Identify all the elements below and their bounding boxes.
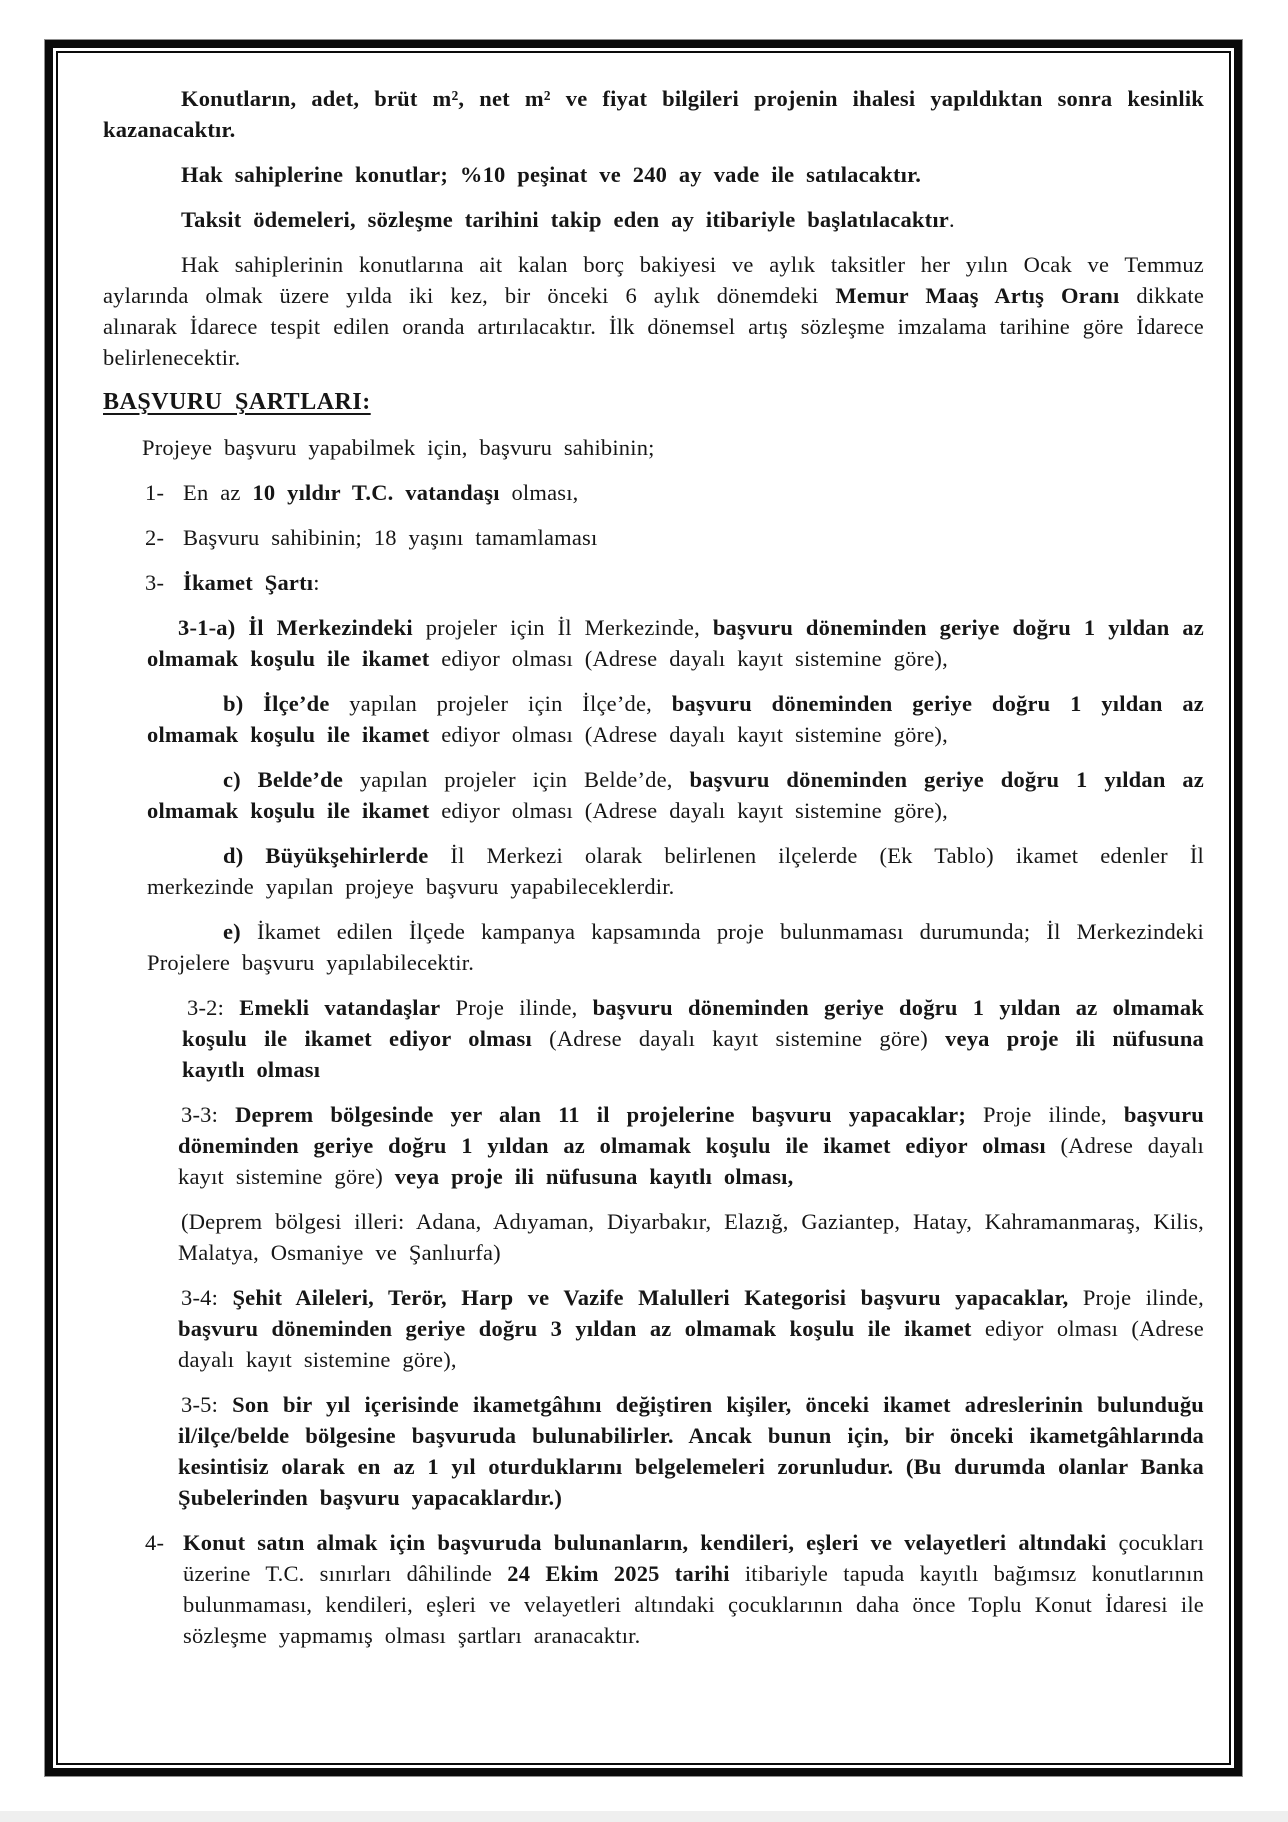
page-border-inner-line — [56, 51, 1231, 1765]
text-run: b) İlçe’de — [223, 691, 330, 716]
text-run: başvuru döneminden geriye doğru 1 yıldan az olmamak koşulu ile ikamet — [147, 691, 1204, 747]
list-item-residence — [103, 567, 1204, 598]
document-content — [58, 53, 1229, 1763]
paragraph-applicant-intro — [103, 432, 1204, 463]
paragraph-residence-metropolitan — [147, 840, 1204, 902]
text-run: 3-3: — [181, 1102, 236, 1127]
paragraph-residence-city-center — [147, 612, 1204, 674]
text-run: ediyor olması (Adrese dayalı kayıt sistemine göre), — [429, 798, 948, 823]
text-run: Konutların, adet, brüt m², net m² ve fiyat bilgileri projenin ihalesi yapıldıktan sonra kesinlik kazanacaktır. — [103, 86, 1204, 142]
text-run: (Adrese dayalı kayıt sistemine göre) — [178, 1133, 1204, 1189]
text-run: Memur Maaş Artış Oranı — [835, 283, 1120, 308]
text-run: İl Merkezi olarak belirlenen ilçelerde (Ek Tablo) ikamet edenler İl merkezinde yapılan projeye başvuru yapabileceklerdir. — [147, 843, 1204, 899]
list-item-citizenship — [103, 477, 1204, 508]
paragraph-martyr-families-category — [178, 1282, 1204, 1375]
text-run: İkamet Şartı — [183, 570, 314, 595]
text-run: 10 yıldır T.C. vatandaşı — [252, 480, 500, 505]
text-run: projeler için İl Merkezinde, — [412, 615, 713, 640]
text-run: Deprem bölgesinde yer alan 11 il projelerine başvuru yapacaklar; — [235, 1102, 967, 1127]
text-run: dikkate alınarak İdarece tespit edilen oranda artırılacaktır. İlk dönemsel artış sözleşme imzalama tarihine göre İdarece belirlenecektir. — [103, 283, 1205, 370]
text-run: başvuru döneminden geriye doğru 1 yıldan az olmamak koşulu ile ikamet ediyor olması — [178, 1102, 1205, 1158]
text-run: (Adrese dayalı kayıt sistemine göre) — [531, 1026, 946, 1051]
text-run: 3-4: — [181, 1285, 233, 1310]
paragraph-units-price-info — [103, 83, 1204, 145]
text-run: Konut satın almak için başvuruda bulunanların, kendileri, eşleri ve velayetleri altındaki — [183, 1530, 1107, 1555]
text-run: Proje ilinde, — [440, 995, 593, 1020]
text-run: Son bir yıl içerisinde ikametgâhını değiştiren kişiler, önceki ikamet adreslerinin bulunduğu il/ilçe/belde bölgesine başvuruda bulunabilirler. Ancak bunun için, bir önceki ikametgâhlarında kesintisiz olarak en az 1 yıl oturduklarını belgelemeleri zorunludur. (Bu durumda olanlar Banka Şubelerinden başvuru yapacaklardır.) — [178, 1392, 1204, 1510]
list-item-number: 1- — [145, 480, 165, 505]
text-run: Taksit ödemeleri, sözleşme tarihini takip eden ay itibariyle başlatılacaktır — [181, 207, 949, 232]
text-run: 3-1-a) İl Merkezindeki — [178, 615, 413, 640]
text-run: (Deprem bölgesi illeri: Adana, Adıyaman, Diyarbakır, Elazığ, Gaziantep, Hatay, Kahramanmaraş, Kilis, Malatya, Osmaniye ve Şanlıurfa) — [178, 1209, 1204, 1265]
text-run: başvuru döneminden geriye doğru 1 yıldan az olmamak koşulu ile ikamet ediyor olması — [182, 995, 1205, 1051]
text-run: e) — [223, 919, 241, 944]
paragraph-payment-terms — [103, 159, 1204, 190]
text-run: Projeye başvuru yapabilmek için, başvuru sahibinin; — [142, 435, 655, 460]
text-run: ediyor olması (Adrese dayalı kayıt sistemine göre), — [429, 646, 948, 671]
list-item-number: 4- — [145, 1530, 165, 1555]
text-run: veya proje ili nüfusuna kayıtlı olması, — [394, 1164, 794, 1189]
paragraph-residence-district — [147, 688, 1204, 750]
list-item-text — [183, 1530, 1204, 1648]
list-item-number: 3- — [145, 570, 165, 595]
text-run: yapılan projeler için İlçe’de, — [329, 691, 672, 716]
text-run: çocukları üzerine T.C. sınırları dâhilinde — [183, 1530, 1204, 1586]
list-item-text — [183, 480, 579, 505]
paragraph-installment-increase — [103, 249, 1204, 373]
text-run: Başvuru sahibinin; 18 yaşını tamamlaması — [183, 525, 598, 550]
text-run: olması, — [499, 480, 579, 505]
text-run: veya proje ili nüfusuna kayıtlı olması — [182, 1026, 1204, 1082]
paragraph-earthquake-zone — [178, 1099, 1204, 1192]
text-run: c) Belde’de — [223, 767, 344, 792]
text-run: Proje ilinde, — [1068, 1285, 1204, 1310]
paragraph-residence-town — [147, 764, 1204, 826]
text-run: 3-5: — [181, 1392, 233, 1417]
page-border-frame — [45, 40, 1242, 1776]
paragraph-earthquake-provinces-list — [178, 1206, 1204, 1268]
text-run: d) Büyükşehirlerde — [223, 843, 429, 868]
list-item-property-ownership — [103, 1527, 1204, 1651]
paragraph-installment-start — [103, 204, 1204, 235]
text-run: Şehit Aileleri, Terör, Harp ve Vazife Malulleri Kategorisi başvuru yapacaklar, — [232, 1285, 1069, 1310]
list-item-number: 2- — [145, 525, 165, 550]
text-run: başvuru döneminden geriye doğru 1 yıldan az olmamak koşulu ile ikamet — [147, 615, 1204, 671]
text-run: ediyor olması (Adrese dayalı kayıt sistemine göre), — [429, 722, 948, 747]
text-run: başvuru döneminden geriye doğru 1 yıldan az olmamak koşulu ile ikamet — [147, 767, 1204, 823]
text-run: ediyor olması (Adrese dayalı kayıt sistemine göre), — [178, 1316, 1204, 1372]
page-bottom-edge-shadow — [0, 1811, 1288, 1822]
paragraph-retired-citizens — [182, 992, 1204, 1085]
text-run: 24 Ekim 2025 tarihi — [507, 1561, 730, 1586]
paragraph-residence-no-project-district — [147, 916, 1204, 978]
text-run: Proje ilinde, — [966, 1102, 1124, 1127]
text-run: Hak sahiplerine konutlar; %10 peşinat ve 240 ay vade ile satılacaktır. — [181, 162, 922, 187]
text-run: Emekli vatandaşlar — [239, 995, 441, 1020]
list-item-age — [103, 522, 1204, 553]
paragraph-address-change-rule — [178, 1389, 1204, 1513]
text-run: başvuru döneminden geriye doğru 3 yıldan az olmamak koşulu ile ikamet — [178, 1316, 972, 1341]
text-run: itibariyle tapuda kayıtlı bağımsız konutlarının bulunmaması, kendileri, eşleri ve velayetleri altındaki çocuklarının daha önce Toplu Konut İdaresi ile sözleşme yapmamış olması şartları aranacaktır. — [183, 1561, 1204, 1648]
text-run: . — [948, 207, 955, 232]
text-run: En az — [183, 480, 253, 505]
text-run: : — [313, 570, 320, 595]
text-run: Hak sahiplerinin konutlarına ait kalan borç bakiyesi ve aylık taksitler her yılın Ocak ve Temmuz aylarında olmak üzere yılda iki kez, bir önceki 6 aylık dönemdeki — [103, 252, 1204, 308]
list-item-text — [183, 570, 320, 595]
text-run: yapılan projeler için Belde’de, — [343, 767, 690, 792]
list-item-text — [183, 525, 597, 550]
section-heading-application-conditions: BAŞVURU ŞARTLARI: — [103, 389, 371, 415]
text-run: 3-2: — [187, 995, 240, 1020]
text-run: İkamet edilen İlçede kampanya kapsamında proje bulunmaması durumunda; İl Merkezindeki Projelere başvuru yapılabilecektir. — [147, 919, 1204, 975]
